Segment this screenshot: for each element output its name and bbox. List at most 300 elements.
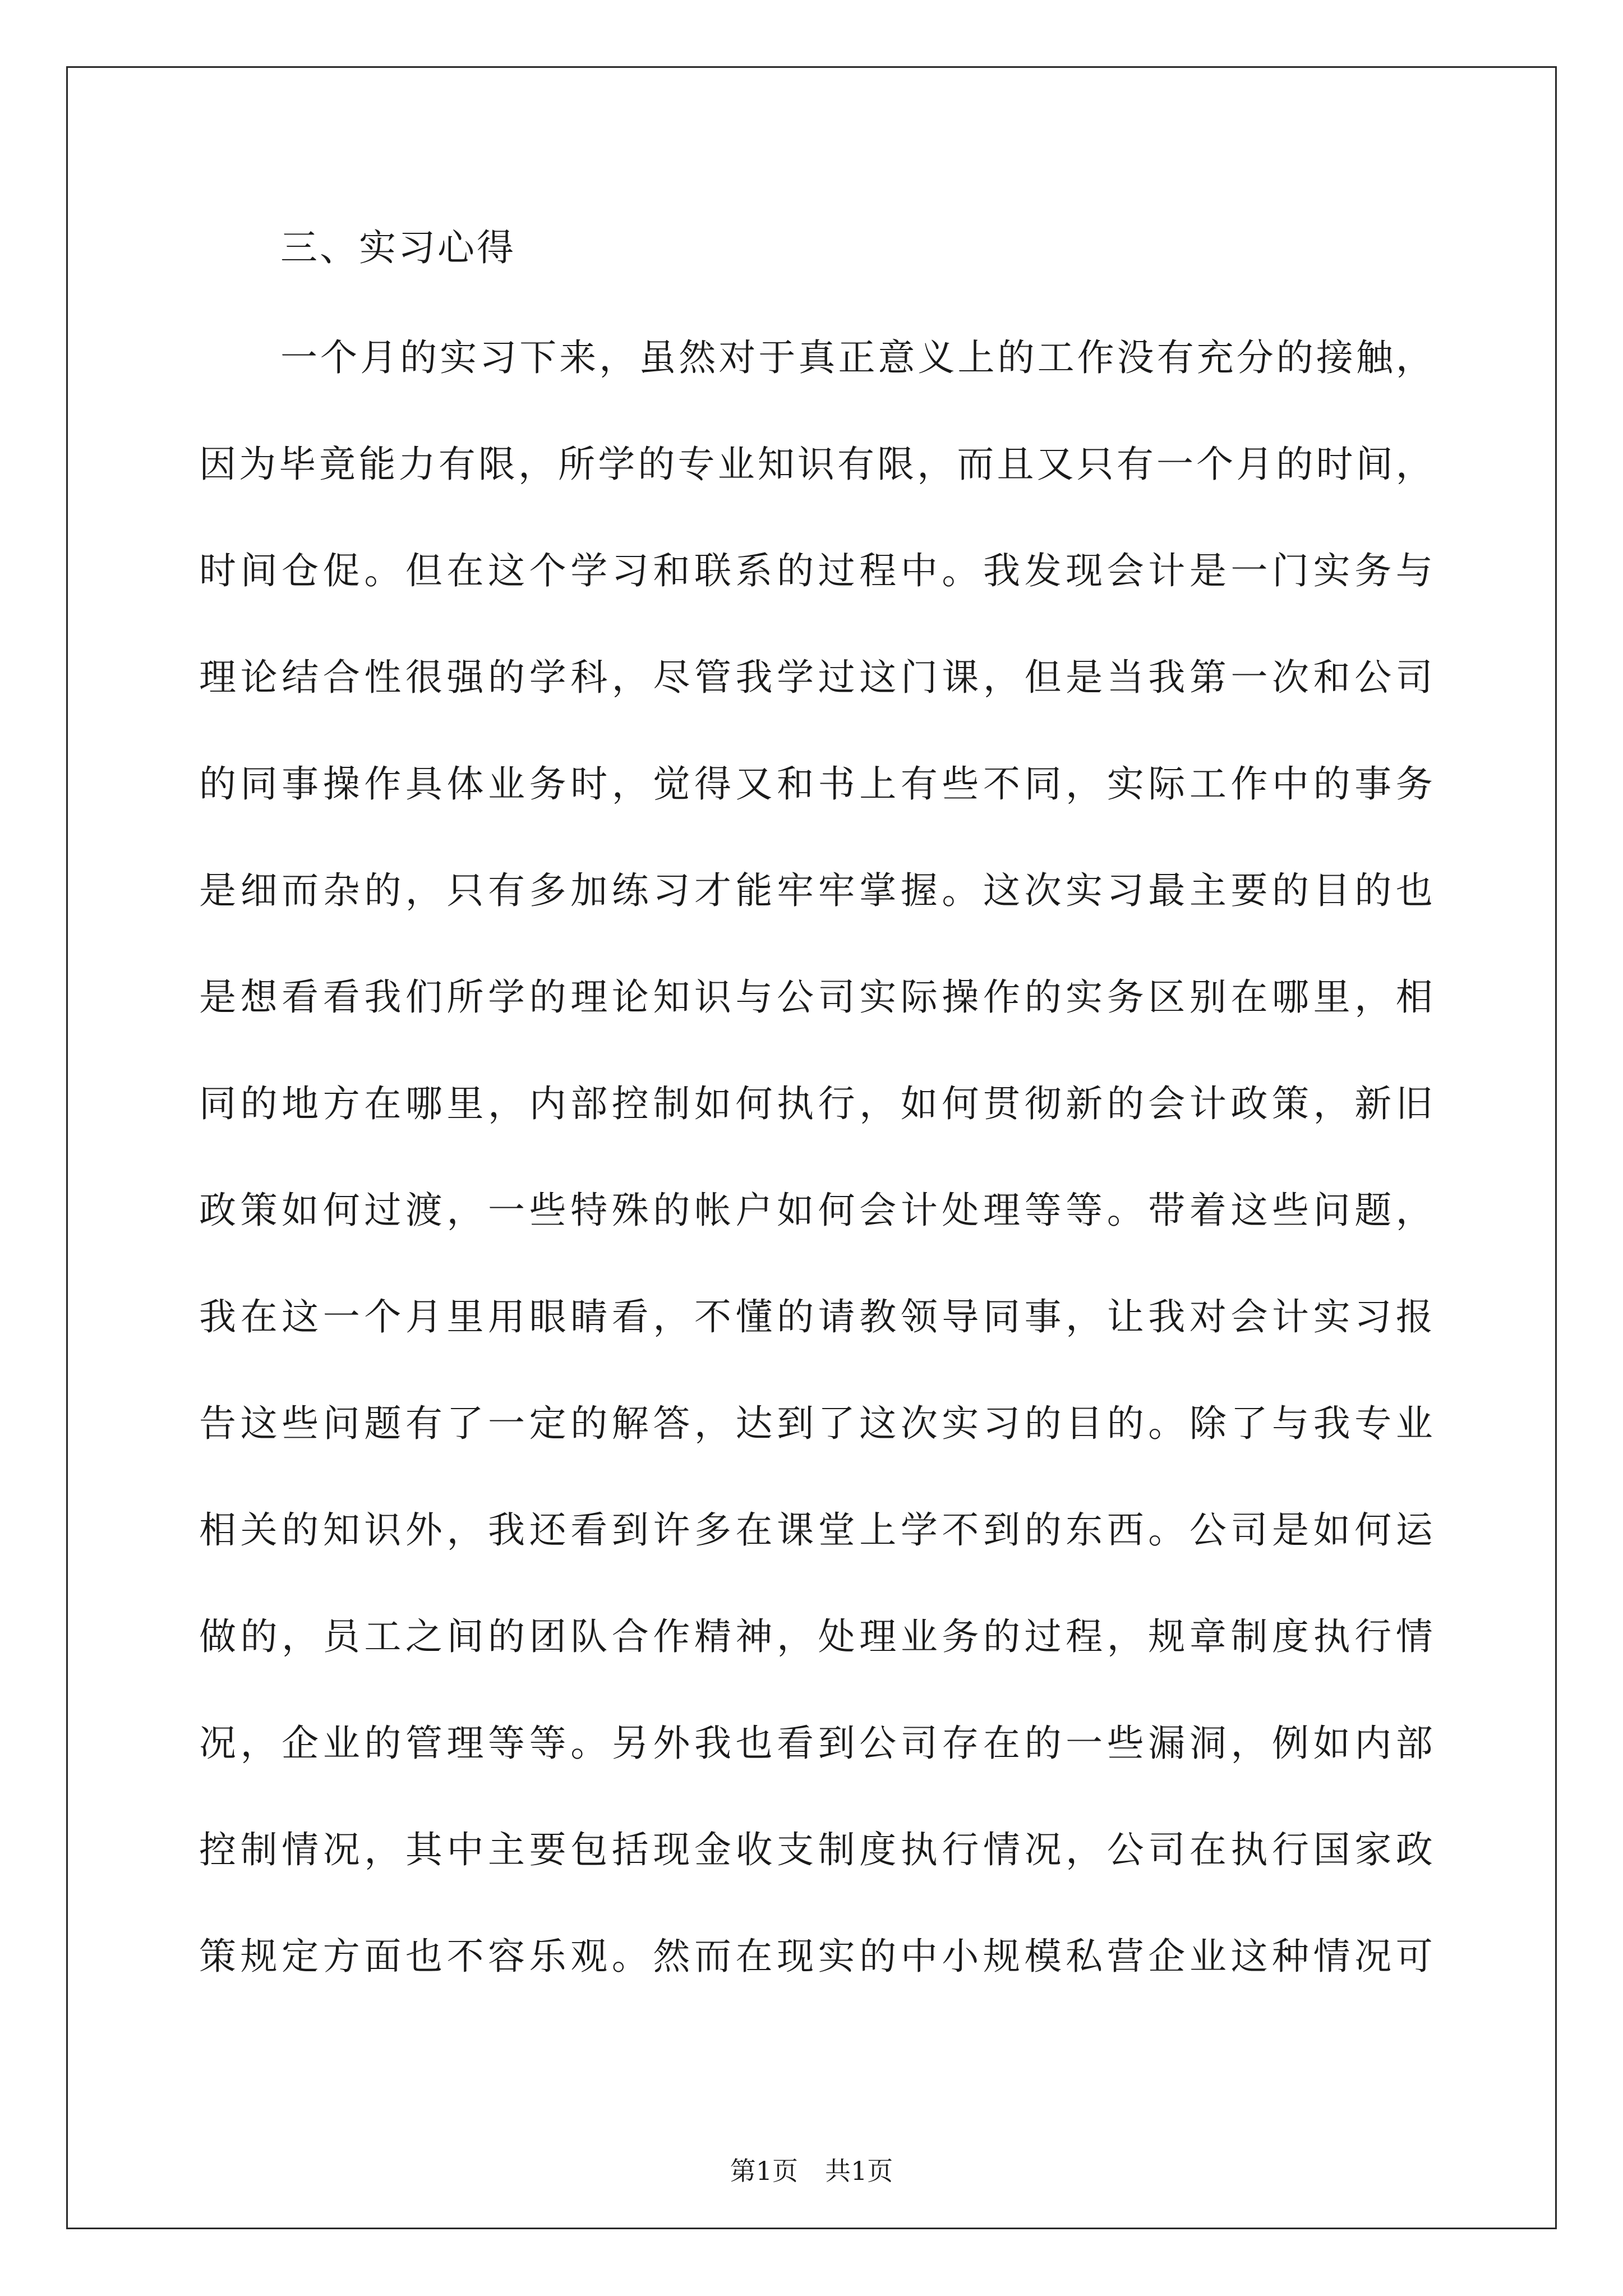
text-char: 我 [1148, 656, 1186, 699]
text-char: 事 [1024, 1295, 1062, 1338]
text-char: 在 [364, 1082, 402, 1125]
text-char: 哪 [1272, 976, 1310, 1019]
text-char: 程 [859, 549, 897, 592]
text-char: 外 [653, 1722, 690, 1765]
text-char: ， [983, 656, 1020, 699]
text-char: 限 [478, 443, 515, 486]
text-char: 的 [777, 1295, 814, 1338]
text-char: ， [1066, 762, 1103, 806]
text-char: 规 [240, 1935, 278, 1978]
text-char: 方 [322, 1935, 360, 1978]
text-char: 区 [1148, 976, 1186, 1019]
text-char: 处 [818, 1615, 855, 1658]
text-char: 如 [777, 1189, 814, 1232]
text-char: 在 [735, 1935, 773, 1978]
text-char: 务 [1106, 976, 1144, 1019]
text-char: 何 [1354, 1508, 1392, 1552]
text-char: 理 [983, 1189, 1020, 1232]
text-char: 理 [570, 976, 608, 1019]
text-char: 洞 [1189, 1722, 1227, 1765]
text-char: 实 [1066, 869, 1103, 912]
text-char: 义 [917, 336, 955, 379]
text-char: 体 [446, 762, 484, 806]
text-char: 的 [1024, 1722, 1062, 1765]
text-char: 行 [818, 1082, 855, 1125]
text-char: 同 [240, 762, 278, 806]
text-char: 毕 [279, 443, 316, 486]
text-char: 意 [878, 336, 915, 379]
text-char: 的 [1106, 1402, 1144, 1445]
body-text [199, 324, 1433, 2030]
text-line [199, 1390, 1433, 1497]
text-char: 门 [900, 656, 938, 699]
text-char: 公 [859, 1722, 897, 1765]
text-char: 上 [957, 336, 995, 379]
text-char: 学 [598, 443, 635, 486]
text-char: 不 [446, 1935, 484, 1978]
text-line [199, 1710, 1433, 1816]
text-char: 而 [282, 869, 319, 912]
text-char: 公 [1354, 656, 1392, 699]
text-char: 们 [405, 976, 442, 1019]
text-char: 只 [446, 869, 484, 912]
text-char: 的 [364, 1722, 402, 1765]
text-char: 看 [611, 1295, 649, 1338]
text-char: 看 [282, 976, 319, 1019]
text-char: 作 [1077, 336, 1114, 379]
text-char: 与 [1272, 1402, 1310, 1445]
text-char: 等 [1066, 1189, 1103, 1232]
text-char: 执 [777, 1082, 814, 1125]
text-char: 制 [653, 1082, 690, 1125]
text-char: 作 [1230, 762, 1268, 806]
text-char: 有 [837, 443, 874, 486]
text-char: 个 [529, 549, 566, 592]
text-char: 是 [199, 976, 236, 1019]
text-char: 问 [1313, 1189, 1350, 1232]
text-char: 是 [1066, 656, 1103, 699]
text-char: ， [518, 443, 555, 486]
text-char: 何 [735, 1082, 773, 1125]
text-char: 司 [1395, 656, 1433, 699]
text-char: 计 [1189, 1082, 1227, 1125]
text-char: 神 [735, 1615, 773, 1658]
text-char: 而 [957, 443, 994, 486]
text-char: 得 [694, 762, 731, 806]
text-char: 。 [1148, 1402, 1186, 1445]
text-char: 时 [570, 762, 608, 806]
text-char: 不 [694, 1295, 731, 1338]
text-char: 牢 [777, 869, 814, 912]
text-char: 行 [942, 1828, 979, 1871]
text-char: 内 [1354, 1722, 1392, 1765]
text-char: 企 [1148, 1935, 1186, 1978]
text-char: 发 [1024, 549, 1062, 592]
text-char: 书 [818, 762, 855, 806]
text-char: 间 [240, 549, 278, 592]
text-char: 也 [1395, 869, 1433, 912]
text-char: 的 [199, 762, 236, 806]
text-char: 课 [942, 656, 979, 699]
text-char: 公 [1106, 1828, 1144, 1871]
text-char: 操 [942, 976, 979, 1019]
text-char: 如 [694, 1082, 731, 1125]
text-char: 上 [859, 1508, 897, 1552]
text-char: ， [1230, 1722, 1268, 1765]
text-char: 私 [1066, 1935, 1103, 1978]
text-char: ， [1395, 1189, 1433, 1232]
text-char: 仓 [282, 549, 319, 592]
text-char: 存 [942, 1722, 979, 1765]
text-char: 这 [859, 656, 897, 699]
text-char: 睛 [570, 1295, 608, 1338]
text-char: 第 [1189, 656, 1227, 699]
text-char: 作 [364, 762, 402, 806]
text-char: 到 [818, 1722, 855, 1765]
text-char: 性 [364, 656, 402, 699]
text-char: 且 [997, 443, 1034, 486]
text-char: 现 [777, 1935, 814, 1978]
text-char: 过 [364, 1189, 402, 1232]
text-char: 对 [1189, 1295, 1227, 1338]
text-char: 里 [446, 1295, 484, 1338]
text-char: 种 [1272, 1935, 1310, 1978]
text-char: 知 [322, 1508, 360, 1552]
text-char: 况 [1024, 1828, 1062, 1871]
text-char: 次 [1024, 869, 1062, 912]
text-char: 事 [282, 762, 319, 806]
text-char: 系 [735, 549, 773, 592]
text-char: 一 [1230, 549, 1268, 592]
text-char: 的 [1313, 762, 1350, 806]
text-char: 次 [1272, 656, 1310, 699]
text-char: 又 [735, 762, 773, 806]
text-char: 尽 [653, 656, 690, 699]
text-line [199, 1177, 1433, 1283]
text-char: 员 [322, 1615, 360, 1658]
text-char: 细 [240, 869, 278, 912]
text-char: 里 [1313, 976, 1350, 1019]
text-char: 务 [1354, 549, 1392, 592]
text-char: 习 [1354, 1295, 1392, 1338]
text-char: 触 [1355, 336, 1393, 379]
text-char: 有 [405, 1402, 442, 1445]
text-char: 的 [529, 976, 566, 1019]
text-char: 有 [1156, 336, 1194, 379]
text-char: 月 [1236, 443, 1274, 486]
text-char: 的 [488, 656, 525, 699]
text-char: 请 [818, 1295, 855, 1338]
text-char: ， [694, 1402, 731, 1445]
text-char: 策 [199, 1935, 236, 1978]
text-line [199, 751, 1433, 857]
text-char: 际 [900, 976, 938, 1019]
text-char: 务 [942, 1615, 979, 1658]
text-char: 行 [1272, 1828, 1310, 1871]
text-char: 个 [1196, 443, 1234, 486]
text-char: 漏 [1148, 1722, 1186, 1765]
text-char: 带 [1148, 1189, 1186, 1232]
text-char: 这 [1230, 1189, 1268, 1232]
text-char: 的 [1024, 976, 1062, 1019]
text-char: 策 [240, 1189, 278, 1232]
text-char: 在 [446, 549, 484, 592]
text-char: 的 [364, 869, 402, 912]
text-char: 会 [1148, 1082, 1186, 1125]
text-char: 我 [735, 656, 773, 699]
text-char: 情 [983, 1828, 1020, 1871]
text-char: 也 [735, 1722, 773, 1765]
text-char: 的 [1276, 443, 1313, 486]
text-char: 与 [735, 976, 773, 1019]
text-char: 接 [1316, 336, 1353, 379]
text-char: 课 [777, 1508, 814, 1552]
text-char: 帐 [694, 1189, 731, 1232]
text-char: 强 [446, 656, 484, 699]
text-char: 的 [997, 336, 1035, 379]
text-line [199, 857, 1433, 964]
text-char: ， [240, 1722, 278, 1765]
text-char: 一 [280, 336, 317, 379]
text-char: ， [1395, 443, 1433, 486]
text-char: 然 [653, 1935, 690, 1978]
text-char: 不 [942, 1508, 979, 1552]
text-char: 规 [1148, 1615, 1186, 1658]
text-char: 的 [653, 1189, 690, 1232]
text-char: 的 [240, 1615, 278, 1658]
text-char: 用 [488, 1295, 525, 1338]
text-char: 相 [1395, 976, 1433, 1019]
text-char: 习 [1106, 869, 1144, 912]
text-char: 作 [653, 1615, 690, 1658]
text-char: 面 [364, 1935, 402, 1978]
text-char: 专 [1354, 1402, 1392, 1445]
text-char: 的 [1272, 869, 1310, 912]
text-char: 些 [1106, 1722, 1144, 1765]
text-char: 我 [364, 976, 402, 1019]
text-char: ， [446, 1508, 484, 1552]
text-char: 目 [1066, 1402, 1103, 1445]
text-char: 彻 [1024, 1082, 1062, 1125]
text-char: 际 [1148, 762, 1186, 806]
text-char: 实 [942, 1402, 979, 1445]
text-char: 例 [1272, 1722, 1310, 1765]
text-char: 执 [900, 1828, 938, 1871]
text-char: 除 [1189, 1402, 1227, 1445]
text-char: 章 [1189, 1615, 1227, 1658]
text-char: 的 [1276, 336, 1313, 379]
text-char: 工 [1189, 762, 1227, 806]
text-char: 之 [405, 1615, 442, 1658]
text-char: 在 [1189, 1828, 1227, 1871]
text-char: 如 [1313, 1722, 1350, 1765]
text-char: 相 [199, 1508, 236, 1552]
text-char: 习 [653, 869, 690, 912]
text-char: 我 [488, 1508, 525, 1552]
text-char: 控 [611, 1082, 649, 1125]
text-char: 乐 [529, 1935, 566, 1978]
text-line [199, 537, 1433, 644]
text-char: 渡 [405, 1189, 442, 1232]
text-char: 会 [859, 1189, 897, 1232]
text-char: 的 [240, 1082, 278, 1125]
text-char: 来 [559, 336, 597, 379]
text-char: 是 [199, 869, 236, 912]
text-char: 业 [1395, 1402, 1433, 1445]
text-char: 领 [900, 1295, 938, 1338]
text-char: 这 [488, 549, 525, 592]
text-char: 实 [440, 336, 477, 379]
text-char: 在 [240, 1295, 278, 1338]
text-char: 新 [1354, 1082, 1392, 1125]
text-char: 分 [1236, 336, 1274, 379]
text-char: 科 [570, 656, 608, 699]
text-char: 到 [611, 1508, 649, 1552]
text-char: 为 [239, 443, 276, 486]
text-char: 括 [611, 1828, 649, 1871]
text-char: 导 [942, 1295, 979, 1338]
text-char: 支 [777, 1828, 814, 1871]
text-char: 我 [199, 1295, 236, 1338]
text-char: 我 [694, 1722, 731, 1765]
text-char: 所 [446, 976, 484, 1019]
text-char: 部 [570, 1082, 608, 1125]
text-char: 可 [1395, 1935, 1433, 1978]
text-char: 政 [1395, 1828, 1433, 1871]
text-char: 结 [282, 656, 319, 699]
text-char: 充 [1196, 336, 1234, 379]
text-char: ， [653, 1295, 690, 1338]
text-char: 实 [1106, 762, 1144, 806]
text-char: 知 [757, 443, 795, 486]
text-char: 计 [1272, 1295, 1310, 1338]
text-char: ， [1354, 976, 1392, 1019]
text-char: 模 [1024, 1935, 1062, 1978]
text-char: 些 [1272, 1189, 1310, 1232]
text-char: 堂 [818, 1508, 855, 1552]
text-char: 月 [405, 1295, 442, 1338]
text-char: 论 [240, 656, 278, 699]
text-line [199, 1603, 1433, 1710]
text-char: 家 [1354, 1828, 1392, 1871]
text-char: 这 [1230, 1935, 1268, 1978]
text-char: 报 [1395, 1295, 1433, 1338]
text-char: 一 [322, 1295, 360, 1338]
text-char: 中 [446, 1828, 484, 1871]
text-char: ， [282, 1615, 319, 1658]
text-char: 一 [1066, 1722, 1103, 1765]
text-char: 的 [859, 1935, 897, 1978]
text-char: 论 [611, 976, 649, 1019]
text-char: 新 [1066, 1082, 1103, 1125]
text-char: 包 [570, 1828, 608, 1871]
text-char: 竟 [319, 443, 356, 486]
text-char: 看 [322, 976, 360, 1019]
text-char: 情 [1313, 1935, 1350, 1978]
text-char: 了 [818, 1402, 855, 1445]
text-char: 在 [983, 1722, 1020, 1765]
text-char: 了 [1230, 1402, 1268, 1445]
text-char: 收 [735, 1828, 773, 1871]
text-char: 识 [364, 1508, 402, 1552]
text-char: 情 [1395, 1615, 1433, 1658]
text-char: ， [777, 1615, 814, 1658]
text-char: 的 [777, 549, 814, 592]
text-char: 别 [1189, 976, 1227, 1019]
text-char: 一 [488, 1402, 525, 1445]
text-char: 识 [694, 976, 731, 1019]
text-line [199, 1497, 1433, 1603]
text-char: 觉 [653, 762, 690, 806]
text-char: 教 [859, 1295, 897, 1338]
text-char: 企 [282, 1722, 319, 1765]
text-char: ， [599, 336, 637, 379]
text-char: 学 [777, 656, 814, 699]
text-char: 有 [488, 869, 525, 912]
text-char: 些 [282, 1402, 319, 1445]
text-char: 同 [983, 1295, 1020, 1338]
text-char: ， [1066, 1295, 1103, 1338]
text-char: 下 [519, 336, 557, 379]
text-char: 营 [1106, 1935, 1144, 1978]
text-char: 制 [1230, 1615, 1268, 1658]
text-char: 眼 [529, 1295, 566, 1338]
text-char: 还 [529, 1508, 566, 1552]
text-char: 又 [1036, 443, 1074, 486]
text-char: 管 [405, 1722, 442, 1765]
text-char: 作 [983, 976, 1020, 1019]
text-char: 情 [282, 1828, 319, 1871]
text-char: 解 [611, 1402, 649, 1445]
text-char: 小 [942, 1935, 979, 1978]
text-char: 题 [1354, 1189, 1392, 1232]
text-char: 但 [405, 549, 442, 592]
text-char: 时 [199, 549, 236, 592]
text-char: 司 [818, 976, 855, 1019]
text-char: 专 [677, 443, 715, 486]
text-char: ， [488, 1082, 525, 1125]
text-char: 的 [1024, 1508, 1062, 1552]
text-char: 定 [529, 1402, 566, 1445]
text-char: 的 [1106, 1082, 1144, 1125]
text-char: ， [1313, 1082, 1350, 1125]
text-char: 学 [529, 656, 566, 699]
text-char: 练 [611, 869, 649, 912]
text-char: ， [405, 869, 442, 912]
section-heading: 三、实习心得 [280, 226, 516, 269]
text-char: 的 [570, 1402, 608, 1445]
text-char: 间 [1355, 443, 1393, 486]
text-char: 同 [199, 1082, 236, 1125]
text-char: 工 [1037, 336, 1075, 379]
text-char: 司 [900, 1722, 938, 1765]
text-char: 这 [859, 1402, 897, 1445]
text-char: 让 [1106, 1295, 1144, 1338]
text-char: 答 [653, 1402, 690, 1445]
text-char: 主 [1189, 869, 1227, 912]
text-char: 计 [1148, 549, 1186, 592]
text-char: 我 [1148, 1295, 1186, 1338]
text-char: 政 [199, 1189, 236, 1232]
text-char: 正 [838, 336, 875, 379]
text-char: 达 [735, 1402, 773, 1445]
text-char: 有 [900, 762, 938, 806]
text-char: 时 [1316, 443, 1353, 486]
text-line [199, 1070, 1433, 1177]
text-char: 对 [718, 336, 756, 379]
text-char: 习 [479, 336, 517, 379]
text-char: 告 [199, 1402, 236, 1445]
